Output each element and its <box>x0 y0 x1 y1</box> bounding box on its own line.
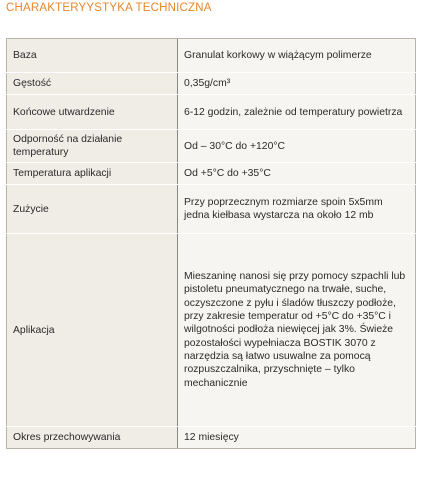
spec-value-text: 12 miesięcy <box>184 432 239 443</box>
spec-value <box>178 130 416 163</box>
spec-label: Odporność na działanie temperatury <box>7 130 178 163</box>
spec-value-text: Granulat korkowy w wiążącym polimerze <box>184 50 372 61</box>
spec-value <box>178 95 416 130</box>
spec-label: Baza <box>7 39 178 73</box>
spec-value <box>178 163 416 185</box>
spec-value <box>178 234 416 427</box>
table-row <box>7 163 416 185</box>
spec-value-text: Przy poprzecznym rozmiarze spoin 5x5mm jedna kiełbasa wystarcza na około 12 mb <box>184 197 383 221</box>
table-row <box>7 39 416 73</box>
table-row <box>7 234 416 427</box>
spec-value-text: Mieszaninę nanosi się przy pomocy szpachli lub pistoletu pneumatycznego na trwałe, suche, oczyszczone z pyłu i śladów tłuszczy podłoże, przy zakresie temperatur od +5°C do +35°C i wilgotności podłoża niewięcej jak 3%. Świeże pozostałości wypełniacza BOSTIK 3070 z narzędzia są łatwo usuwalne za pomocą rozpuszczalnika, przyschnięte – tylko mechanicznie <box>184 271 406 389</box>
spec-value-text: 0,35g/cm³ <box>184 78 231 89</box>
spec-label: Aplikacja <box>7 234 178 427</box>
table-row <box>7 130 416 163</box>
spec-label: Gęstość <box>7 73 178 95</box>
spec-value <box>178 39 416 73</box>
table-row <box>7 185 416 234</box>
spec-value-text: Od +5°C do +35°C <box>184 168 271 179</box>
spec-label: Końcowe utwardzenie <box>7 95 178 130</box>
table-row <box>7 427 416 449</box>
table-row <box>7 73 416 95</box>
spec-label: Temperatura aplikacji <box>7 163 178 185</box>
spec-label: Okres przechowywania <box>7 427 178 449</box>
spec-value <box>178 427 416 449</box>
section-title: CHARAKTERYYSTYKA TECHNICZNA <box>6 2 212 14</box>
spec-label: Zużycie <box>7 185 178 234</box>
spec-value-text: 6-12 godzin, zależnie od temperatury powietrza <box>184 106 403 118</box>
spec-value <box>178 73 416 95</box>
table-row <box>7 95 416 130</box>
technical-specs-table <box>6 38 416 449</box>
spec-value-text: Od – 30°C do +120°C <box>184 140 286 152</box>
spec-value <box>178 185 416 234</box>
